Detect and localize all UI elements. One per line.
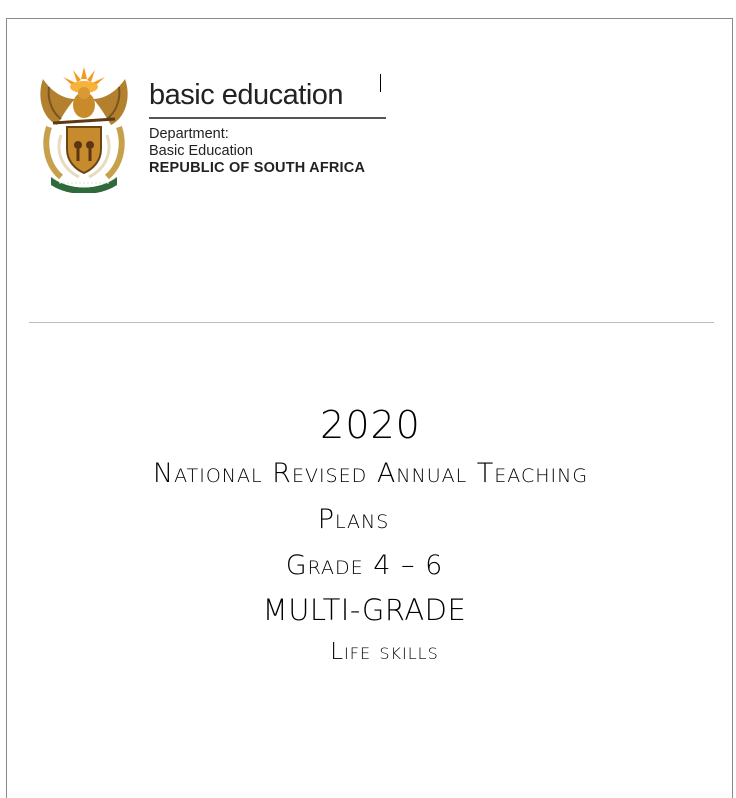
brand-department-name: Basic Education [149, 143, 253, 159]
brand-divider [149, 117, 386, 119]
brand-department-label: Department: [149, 126, 229, 142]
cover-title-line-2: Plans [317, 504, 390, 535]
cover-multigrade: MULTI-GRADE [262, 593, 467, 627]
coat-of-arms-icon [35, 65, 133, 193]
text-cursor [380, 74, 381, 92]
dbe-logo [35, 65, 395, 195]
cover-title-block [7, 401, 734, 667]
brand-country: REPUBLIC OF SOUTH AFRICA [149, 160, 366, 176]
cover-year: 2020 [320, 403, 421, 447]
brand-text [149, 81, 386, 177]
cover-title-line-1: National Revised Annual Teaching [152, 458, 589, 489]
cover-grade: Grade 4 – 6 [285, 550, 444, 581]
document-page [6, 18, 733, 798]
cover-subject: Life skills [330, 639, 439, 665]
horizontal-divider [29, 322, 714, 323]
brand-title: basic education [149, 79, 344, 111]
